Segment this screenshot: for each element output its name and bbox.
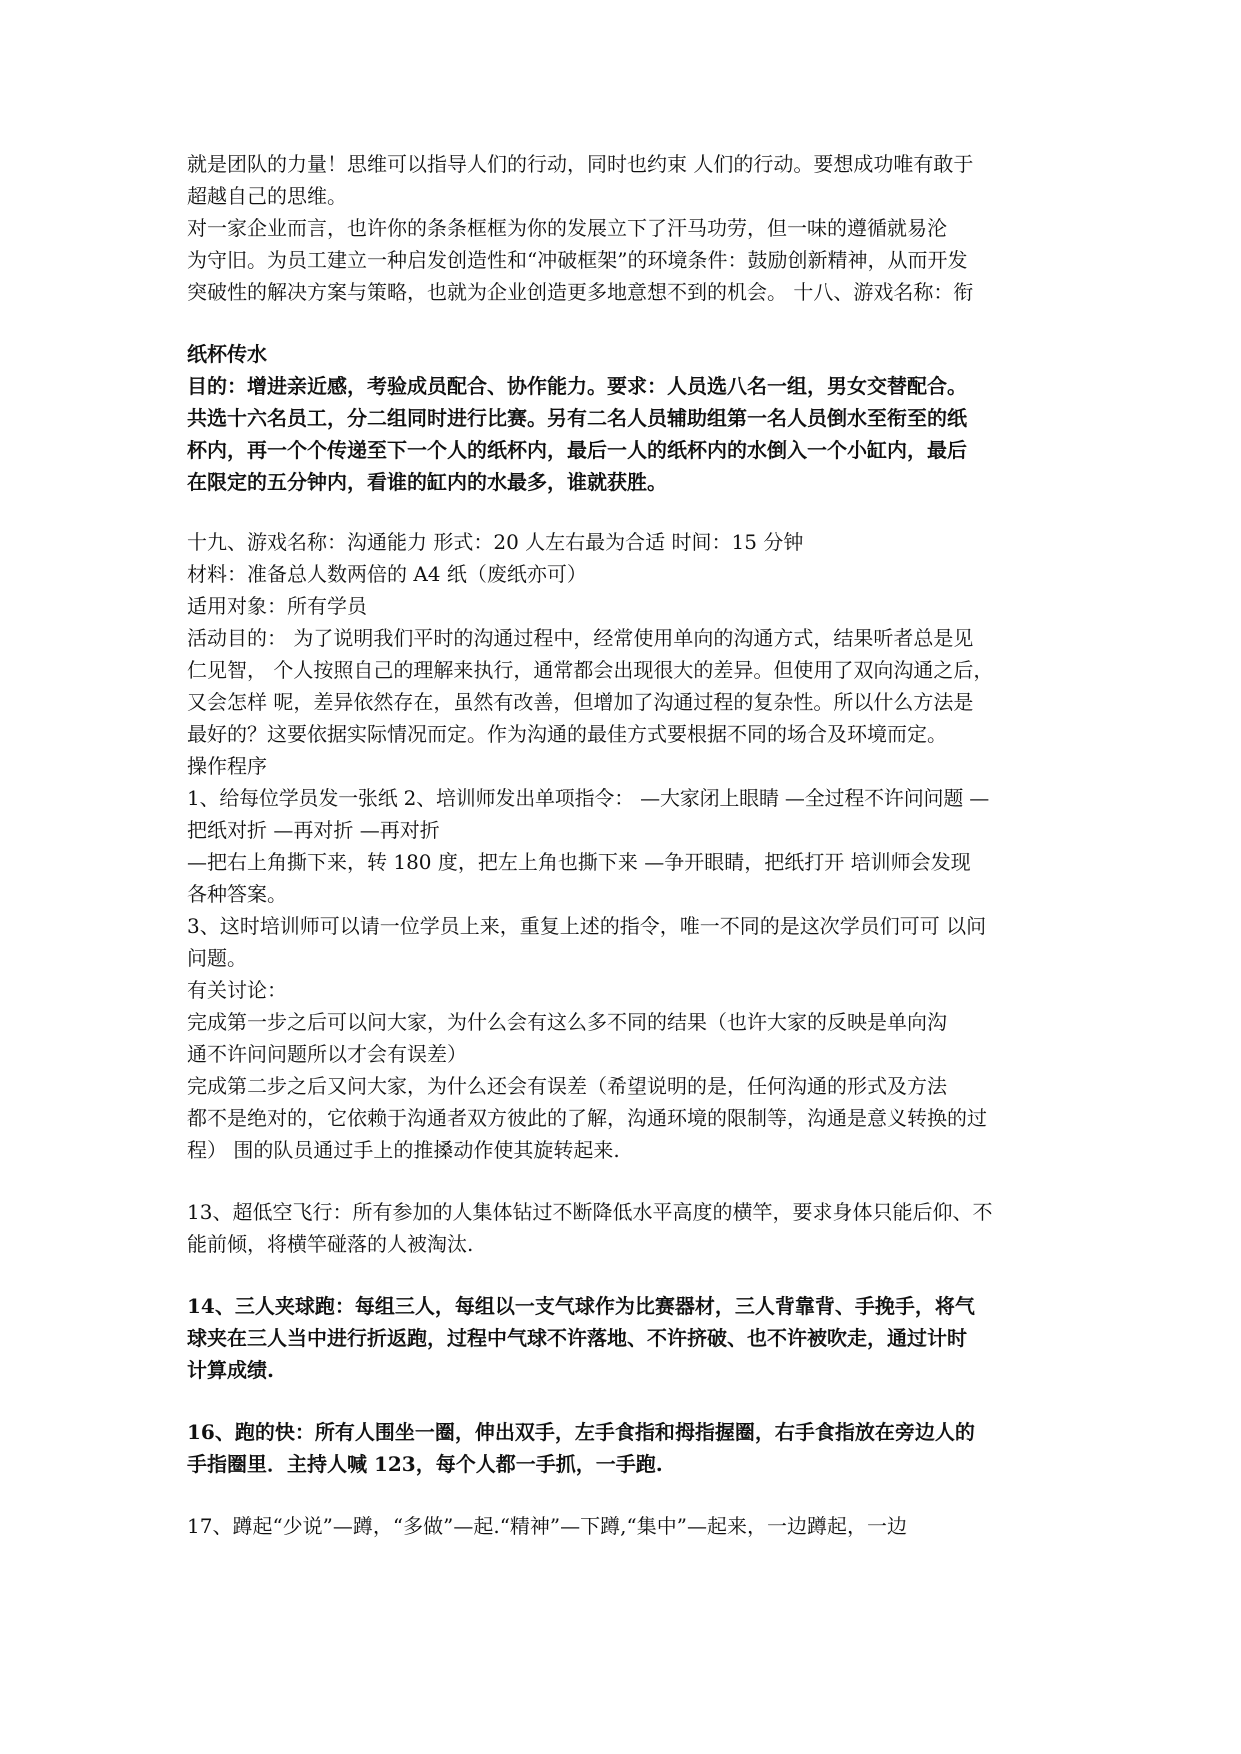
text-line: 对一家企业而言，也许你的条条框框为你的发展立下了汗马功劳，但一味的遵循就易沦: [187, 216, 947, 240]
text-line: 超越自己的思维。: [187, 184, 347, 208]
paragraph-gap: [187, 1386, 1087, 1416]
text-line: 16、跑的快：所有人围坐一圈，伸出双手，左手食指和拇指握圈，右手食指放在旁边人的: [187, 1420, 975, 1444]
text-line: —把右上角撕下来，转 180 度，把左上角也撕下来 —争开眼睛，把纸打开 培训师会发现: [187, 850, 971, 874]
text-line: 适用对象：所有学员: [187, 594, 367, 618]
text-line: 球夹在三人当中进行折返跑，过程中气球不许落地、不许挤破、也不许被吹走，通过计时: [187, 1326, 967, 1350]
text-line: 材料：准备总人数两倍的 A4 纸（废纸亦可）: [187, 562, 587, 586]
text-line: 通不许问问题所以才会有误差）: [187, 1042, 467, 1066]
text-line: 完成第二步之后又问大家，为什么还会有误差（希望说明的是，任何沟通的形式及方法: [187, 1074, 947, 1098]
text-line: 目的：增进亲近感，考验成员配合、协作能力。要求：人员选八名一组，男女交替配合。: [187, 374, 967, 398]
subheading-procedure: 操作程序: [187, 754, 267, 778]
section-game19-communication: [187, 526, 1087, 1166]
text-line: 十九、游戏名称：沟通能力 形式：20 人左右最为合适 时间：15 分钟: [187, 530, 804, 554]
text-line: 就是团队的力量！思维可以指导人们的行动，同时也约束 人们的行动。要想成功唯有敢于: [187, 152, 974, 176]
text-line: 1、给每位学员发一张纸 2、培训师发出单项指令： —大家闭上眼睛 —全过程不许问问题 —: [187, 786, 990, 810]
section-title: 纸杯传水: [187, 342, 267, 366]
text-line: 在限定的五分钟内，看谁的缸内的水最多，谁就获胜。: [187, 470, 667, 494]
text-line: 17、蹲起“少说”—蹲，“多做”—起.“精神”—下蹲,“集中”—起来，一边蹲起，一边: [187, 1514, 907, 1538]
text-line: 为守旧。为员工建立一种启发创造性和“冲破框架”的环境条件：鼓励创新精神，从而开发: [187, 248, 968, 272]
text-line: 都不是绝对的，它依赖于沟通者双方彼此的了解，沟通环境的限制等，沟通是意义转换的过: [187, 1106, 987, 1130]
text-line: 又会怎样 呢，差异依然存在，虽然有改善，但增加了沟通过程的复杂性。所以什么方法是: [187, 690, 974, 714]
paragraph-gap: [187, 1260, 1087, 1290]
text-line: 13、超低空飞行：所有参加的人集体钻过不断降低水平高度的横竿，要求身体只能后仰、不: [187, 1200, 993, 1224]
text-line: 把纸对折 —再对折 —再对折: [187, 818, 440, 842]
text-line: 程） 围的队员通过手上的推搡动作使其旋转起来.: [187, 1138, 620, 1162]
text-line: 完成第一步之后可以问大家，为什么会有这么多不同的结果（也许大家的反映是单向沟: [187, 1010, 947, 1034]
paragraph-gap: [187, 308, 1087, 338]
text-line: 杯内，再一个个传递至下一个人的纸杯内，最后一人的纸杯内的水倒入一个小缸内，最后: [187, 438, 967, 462]
paragraph-enterprise-innovation: [187, 212, 1087, 308]
text-line: 3、这时培训师可以请一位学员上来，重复上述的指令，唯一不同的是这次学员们可可 以问: [187, 914, 987, 938]
text-line: 能前倾，将横竿碰落的人被淘汰.: [187, 1232, 474, 1256]
text-line: 突破性的解决方案与策略，也就为企业创造更多地意想不到的机会。 十八、游戏名称：衔: [187, 280, 974, 304]
text-line: 最好的？这要依据实际情况而定。作为沟通的最佳方式要根据不同的场合及环境而定。: [187, 722, 947, 746]
text-line: 计算成绩.: [187, 1358, 274, 1382]
paragraph-gap: [187, 1166, 1087, 1196]
document-body: [187, 148, 1087, 1542]
text-line: 仁见智， 个人按照自己的理解来执行，通常都会出现很大的差异。但使用了双向沟通之后，: [187, 658, 994, 682]
text-line: 问题。: [187, 946, 247, 970]
item-13-low-flight: [187, 1196, 1087, 1260]
item-17-squat-stand: [187, 1510, 1087, 1542]
section-game18-paper-cup: [187, 338, 1087, 498]
paragraph-gap: [187, 1480, 1087, 1510]
paragraph-team-thinking: [187, 148, 1087, 212]
text-line: 14、三人夹球跑：每组三人，每组以一支气球作为比赛器材，三人背靠背、手挽手，将气: [187, 1294, 975, 1318]
item-14-balloon-run: [187, 1290, 1087, 1386]
subheading-discussion: 有关讨论：: [187, 978, 287, 1002]
text-line: 手指圈里．主持人喊 123，每个人都一手抓，一手跑.: [187, 1452, 663, 1476]
item-16-run-fast: [187, 1416, 1087, 1480]
paragraph-gap: [187, 498, 1087, 526]
text-line: 活动目的： 为了说明我们平时的沟通过程中，经常使用单向的沟通方式，结果听者总是见: [187, 626, 974, 650]
text-line: 各种答案。: [187, 882, 287, 906]
text-line: 共选十六名员工，分二组同时进行比赛。另有二名人员辅助组第一名人员倒水至衔至的纸: [187, 406, 967, 430]
